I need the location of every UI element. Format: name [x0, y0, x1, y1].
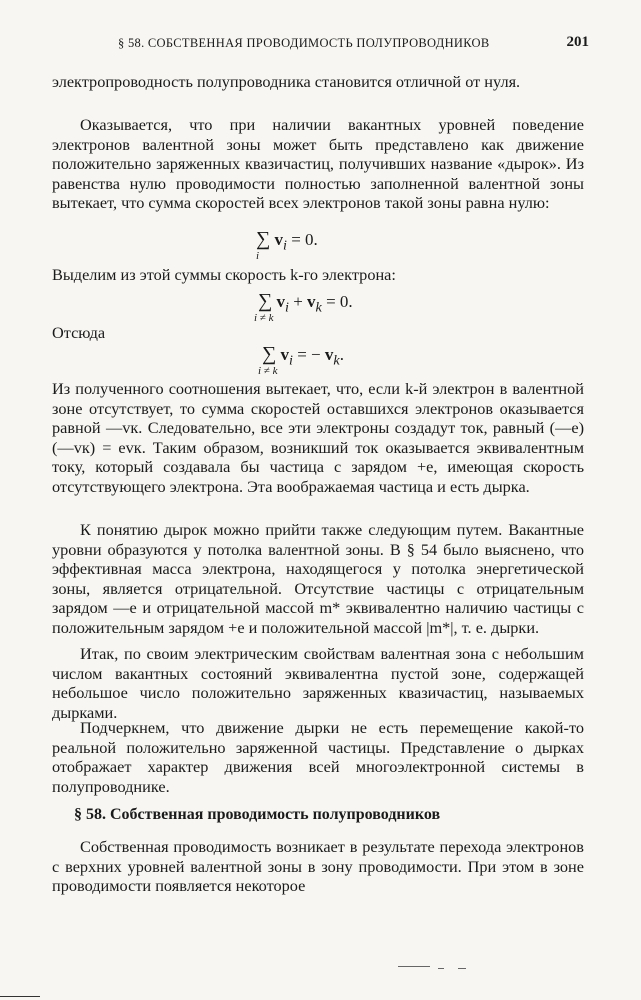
- velocity-index: i: [283, 237, 287, 254]
- equation-3: [258, 343, 344, 377]
- paragraph-2: [52, 115, 584, 213]
- velocity-symbol: v: [274, 230, 284, 249]
- paragraph-8-text: Подчеркнем, что движение дырки не есть перемещение какой-то реальной положительно заряженной частицы. Представление о дырках отображает характер движения всей многоэлектронной системы в полупроводнике.: [52, 718, 584, 796]
- paragraph-1: [52, 72, 584, 92]
- sum-index: i: [256, 250, 260, 262]
- equation-2: [254, 290, 353, 324]
- equation-rhs: = 0.: [286, 230, 318, 249]
- paragraph-7: [52, 644, 584, 722]
- paragraph-4: [52, 323, 584, 343]
- paragraph-8: [52, 718, 584, 796]
- paragraph-6-text: К понятию дырок можно прийти также следующим путем. Вакантные уровни образуются у потолка валентной зоны. В § 54 было выяснено, что эффективная масса электрона, находящегося у потолка энергетической зоны, является отрицательной. Отсутствие частицы с отрицательным зарядом —e и отрицательной массой m* эквивалентно наличию частицы с положительным зарядом +e и положительной массой |m*|, т. е. дырки.: [52, 520, 584, 637]
- equation-rhs: = 0.: [321, 292, 353, 311]
- equation-rhs: = −: [292, 345, 325, 364]
- paragraph-1-text: электропроводность полупроводника становится отличной от нуля.: [52, 72, 521, 91]
- sum-index: i ≠ k: [254, 312, 274, 324]
- scan-mark: [458, 968, 466, 969]
- page-number: 201: [566, 34, 589, 50]
- section-heading: § 58. Собственная проводимость полупроводников: [74, 806, 441, 823]
- paragraph-6: [52, 520, 584, 638]
- sum-symbol: ∑ i ≠ k: [254, 290, 274, 324]
- equation-1: [256, 228, 318, 262]
- scan-mark: [398, 966, 430, 967]
- paragraph-5-text: Из полученного соотношения вытекает, что, если k-й электрон в валентной зоне отсутствует, то сумма скоростей оставшихся электронов оказывается равной —vк. Следовательно, все эти электроны создадут ток, равный (—e)(—vк) = evк. Таким образом, возникший ток оказывается эквивалентным току, который создавала бы частица с зарядом +e, имеющая скорость отсутствующего электрона. Эта воображаемая частица и есть дырка.: [52, 379, 584, 496]
- velocity-index: i: [285, 299, 289, 316]
- paragraph-9: [52, 837, 584, 896]
- velocity-symbol: v: [280, 345, 290, 364]
- paragraph-3: [52, 265, 584, 285]
- velocity-index: k: [315, 299, 322, 316]
- velocity-index: k: [333, 352, 340, 369]
- page-header: [52, 36, 589, 56]
- scan-mark: [0, 996, 40, 997]
- sum-symbol: ∑ i ≠ k: [258, 343, 278, 377]
- paragraph-7-text: Итак, по своим электрическим свойствам валентная зона с небольшим числом вакантных состояний эквивалентна пустой зоне, содержащей небольшое число положительно заряженных квазичастиц, называемых дырками.: [52, 644, 584, 722]
- velocity-symbol: v: [307, 292, 316, 311]
- sum-index: i ≠ k: [258, 365, 278, 377]
- equation-end: .: [339, 345, 344, 364]
- paragraph-9-text: Собственная проводимость возникает в результате перехода электронов с верхних уровней валентной зоны в зону проводимости. При этом в зоне проводимости появляется некоторое: [52, 837, 584, 896]
- velocity-index: i: [289, 352, 293, 369]
- paragraph-5: [52, 379, 584, 497]
- paragraph-4-text: Отсюда: [52, 323, 106, 342]
- velocity-symbol: v: [276, 292, 286, 311]
- scan-mark: [438, 968, 444, 969]
- plus-sign: +: [288, 292, 308, 311]
- paragraph-2-text: Оказывается, что при наличии вакантных уровней поведение электронов валентной зоны может быть представлено как движение положительно заряженных квазичастиц, получивших название «дырок». Из равенства нулю проводимости полностью заполненной валентной зоны вытекает, что сумма скоростей всех электронов такой зоны равна нулю:: [52, 115, 584, 213]
- velocity-symbol: v: [324, 345, 334, 364]
- paragraph-3-text: Выделим из этой суммы скорость k-го электрона:: [52, 265, 396, 284]
- running-head: § 58. СОБСТВЕННАЯ ПРОВОДИМОСТЬ ПОЛУПРОВОДНИКОВ: [118, 36, 490, 50]
- sum-symbol: ∑ i: [256, 228, 271, 262]
